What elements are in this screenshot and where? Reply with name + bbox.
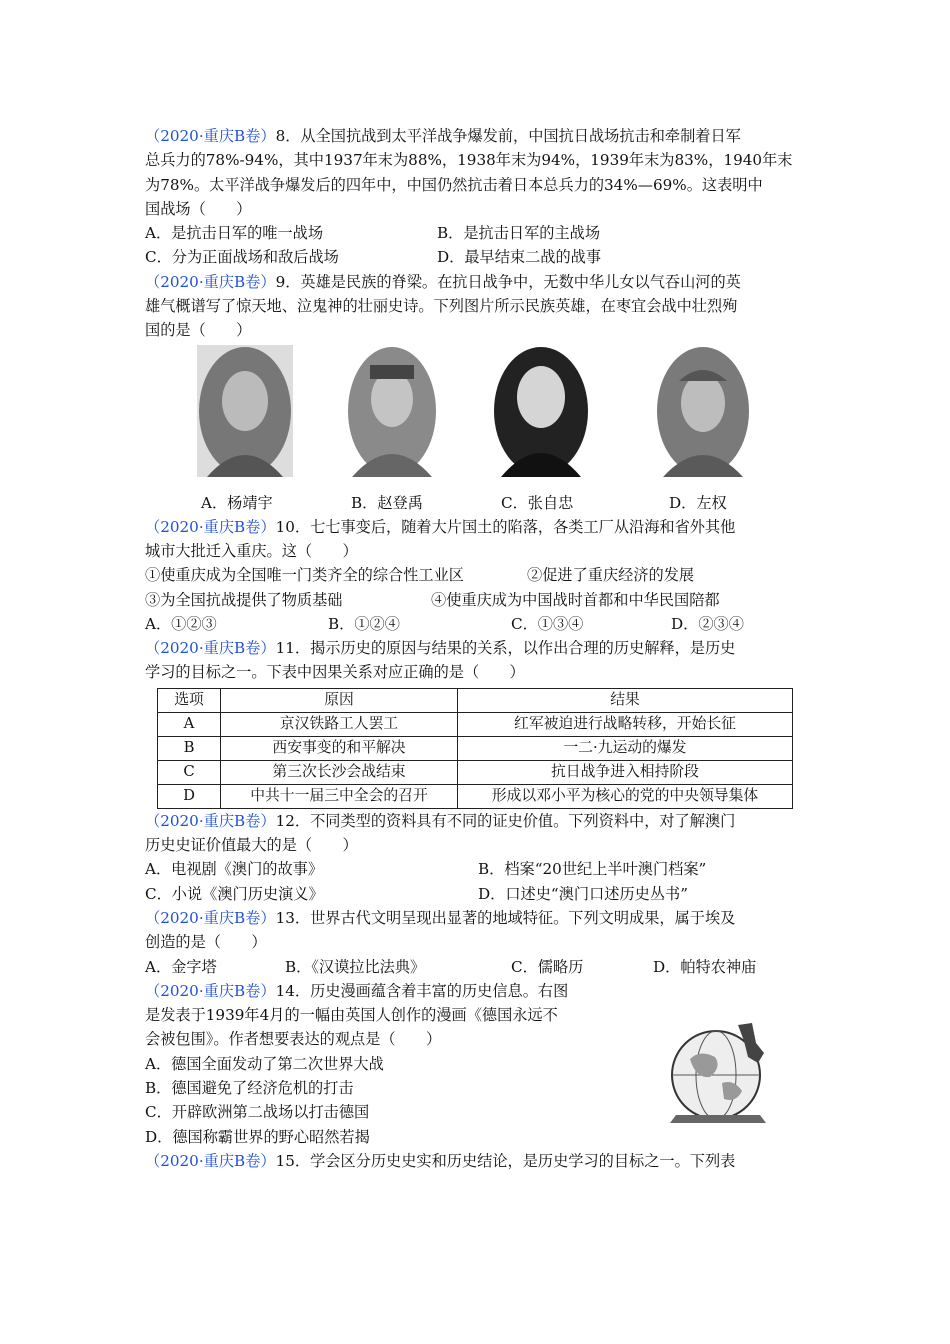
q10-option-c: C．①③④ [511, 614, 584, 633]
q10-statement-1: ①使重庆成为全国唯一门类齐全的综合性工业区 [145, 566, 464, 585]
table-row [158, 784, 793, 808]
q9-option-d: D．左权 [669, 493, 727, 512]
q12-option-c: C．小说《澳门历史演义》 [145, 884, 324, 903]
q13-line-1: （2020·重庆B卷）13．世界古代文明呈现出显著的地域特征。下列文明成果，属于埃及 [145, 908, 736, 927]
q13-option-b: B．《汉谟拉比法典》 [285, 957, 426, 976]
table-cell: C [158, 760, 221, 784]
q14-option-d: D．德国称霸世界的野心昭然若揭 [145, 1127, 370, 1146]
table-cell: 一二·九运动的爆发 [458, 736, 793, 760]
q8-line-2: 总兵力的78%-94%，其中1937年末为88%，1938年末为94%，1939年末为83%，1940年末 [145, 151, 793, 170]
q9-line-3: 国的是（ ） [145, 321, 252, 340]
q8-option-d: D．最早结束二战的战事 [437, 248, 602, 267]
portrait-photo-a [197, 345, 293, 477]
table-cell: B [158, 736, 221, 760]
q8-option-b: B．是抗击日军的主战场 [437, 224, 601, 243]
q9-option-a: A．杨靖宇 [201, 493, 273, 512]
q10-line-1: （2020·重庆B卷）10．七七事变后，随着大片国土的陷落，各类工厂从沿海和省外其他 [145, 517, 736, 536]
q10-statement-2: ②促进了重庆经济的发展 [527, 566, 695, 585]
q13-options [145, 955, 810, 979]
q10-options [145, 612, 810, 636]
table-row [158, 736, 793, 760]
q14-line-1: （2020·重庆B卷）14．历史漫画蕴含着丰富的历史信息。右图 [145, 981, 569, 1000]
table-cell: 第三次长沙会战结束 [221, 760, 458, 784]
q8-line-1: （2020·重庆B卷）8．从全国抗战到太平洋战争爆发前，中国抗日战场抗击和牵制着日军 [145, 127, 741, 145]
q8-line-4: 国战场（ ） [145, 199, 252, 218]
table-cell: 抗日战争进入相持阶段 [458, 760, 793, 784]
q12-option-b: B．档案“20世纪上半叶澳门档案” [478, 860, 707, 879]
q12-options-row-2 [145, 882, 810, 906]
table-cell: D [158, 784, 221, 808]
table-cell: 形成以邓小平为核心的党的中央领导集体 [458, 784, 793, 808]
portrait-photo-d [655, 345, 751, 477]
q14-line-2: 是发表于1939年4月的一幅由英国人创作的漫画《德国永远不 [145, 1006, 558, 1025]
q10-statement-3: ③为全国抗战提供了物质基础 [145, 590, 343, 609]
q10-option-b: B．①②④ [328, 614, 400, 633]
q13-source: （2020·重庆B卷） [145, 908, 276, 927]
q11-line-2: 学习的目标之一。下表中因果关系对应正确的是（ ） [145, 663, 525, 682]
q9-line-2: 雄气概谱写了惊天地、泣鬼神的壮丽史诗。下列图片所示民族英雄，在枣宜会战中壮烈殉 [145, 297, 738, 316]
q8-options-row-2 [145, 245, 810, 269]
q9-source: （2020·重庆B卷） [145, 272, 276, 291]
q10-option-d: D．②③④ [671, 614, 744, 633]
table-cell: 中共十一届三中全会的召开 [221, 784, 458, 808]
table-cell: 红军被迫进行战略转移，开始长征 [458, 712, 793, 736]
table-header-cell: 原因 [221, 688, 458, 712]
q13-option-a: A．金字塔 [145, 957, 217, 976]
table-header-cell: 结果 [458, 688, 793, 712]
q13-line-2: 创造的是（ ） [145, 933, 267, 952]
q8-option-a: A．是抗击日军的唯一战场 [145, 224, 324, 243]
q14-option-c: C．开辟欧洲第二战场以打击德国 [145, 1103, 370, 1122]
table-cell: 京汉铁路工人罢工 [221, 712, 458, 736]
hero-captions [145, 491, 810, 515]
q12-options-row-1 [145, 857, 810, 881]
q10-option-a: A．①②③ [145, 614, 217, 633]
q10-source: （2020·重庆B卷） [145, 517, 276, 536]
q9-option-c: C．张自忠 [501, 493, 574, 512]
q10-statements-row-1 [145, 563, 810, 587]
q8-line-3: 为78%。太平洋战争爆发后的四年中，中国仍然抗击着日本总兵力的34%—69%。这表明中 [145, 175, 763, 194]
document-page [145, 124, 810, 1173]
q14-block [145, 979, 810, 1149]
portrait-photo-c [493, 345, 589, 477]
q9-line-1: （2020·重庆B卷）9．英雄是民族的脊梁。在抗日战争中，无数中华儿女以气吞山河的英 [145, 272, 741, 291]
table-row [158, 712, 793, 736]
hero-photos [145, 343, 810, 491]
table-cell: 西安事变的和平解决 [221, 736, 458, 760]
q10-line-2: 城市大批迁入重庆。这（ ） [145, 541, 358, 560]
q14-line-3: 会被包围》。作者想要表达的观点是（ ） [145, 1030, 442, 1049]
q13-option-d: D．帕特农神庙 [653, 957, 757, 976]
q10-statements-row-2 [145, 588, 810, 612]
q12-source: （2020·重庆B卷） [145, 811, 276, 830]
q12-option-d: D．口述史“澳门口述历史丛书” [478, 884, 688, 903]
q12-line-2: 历史史证价值最大的是（ ） [145, 836, 358, 855]
q9-option-b: B．赵登禹 [351, 493, 423, 512]
q12-line-1: （2020·重庆B卷）12．不同类型的资料具有不同的证史价值。下列资料中，对了解澳门 [145, 811, 736, 830]
q11-source: （2020·重庆B卷） [145, 639, 276, 658]
q12-option-a: A．电视剧《澳门的故事》 [145, 860, 324, 879]
q11-line-1: （2020·重庆B卷）11．揭示历史的原因与结果的关系，以作出合理的历史解释，是历史 [145, 639, 736, 658]
q8-source: （2020·重庆B卷） [145, 127, 276, 145]
cause-effect-table [157, 688, 793, 809]
globe-cartoon-image [660, 1019, 780, 1127]
table-header-row [158, 688, 793, 712]
q13-option-c: C．儒略历 [511, 957, 584, 976]
q15-line-1: （2020·重庆B卷）15．学会区分历史史实和历史结论，是历史学习的目标之一。下列表 [145, 1151, 736, 1170]
q8-options-row-1 [145, 221, 810, 245]
q14-option-b: B．德国避免了经济危机的打击 [145, 1079, 354, 1098]
table-cell: A [158, 712, 221, 736]
q15-source: （2020·重庆B卷） [145, 1151, 276, 1170]
q10-statement-4: ④使重庆成为中国战时首都和中华民国陪都 [431, 590, 720, 609]
table-header-cell: 选项 [158, 688, 221, 712]
q14-option-a: A．德国全面发动了第二次世界大战 [145, 1054, 384, 1073]
q8-option-c: C．分为正面战场和敌后战场 [145, 248, 339, 267]
q14-source: （2020·重庆B卷） [145, 981, 276, 1000]
portrait-photo-b [344, 345, 440, 477]
table-row [158, 760, 793, 784]
